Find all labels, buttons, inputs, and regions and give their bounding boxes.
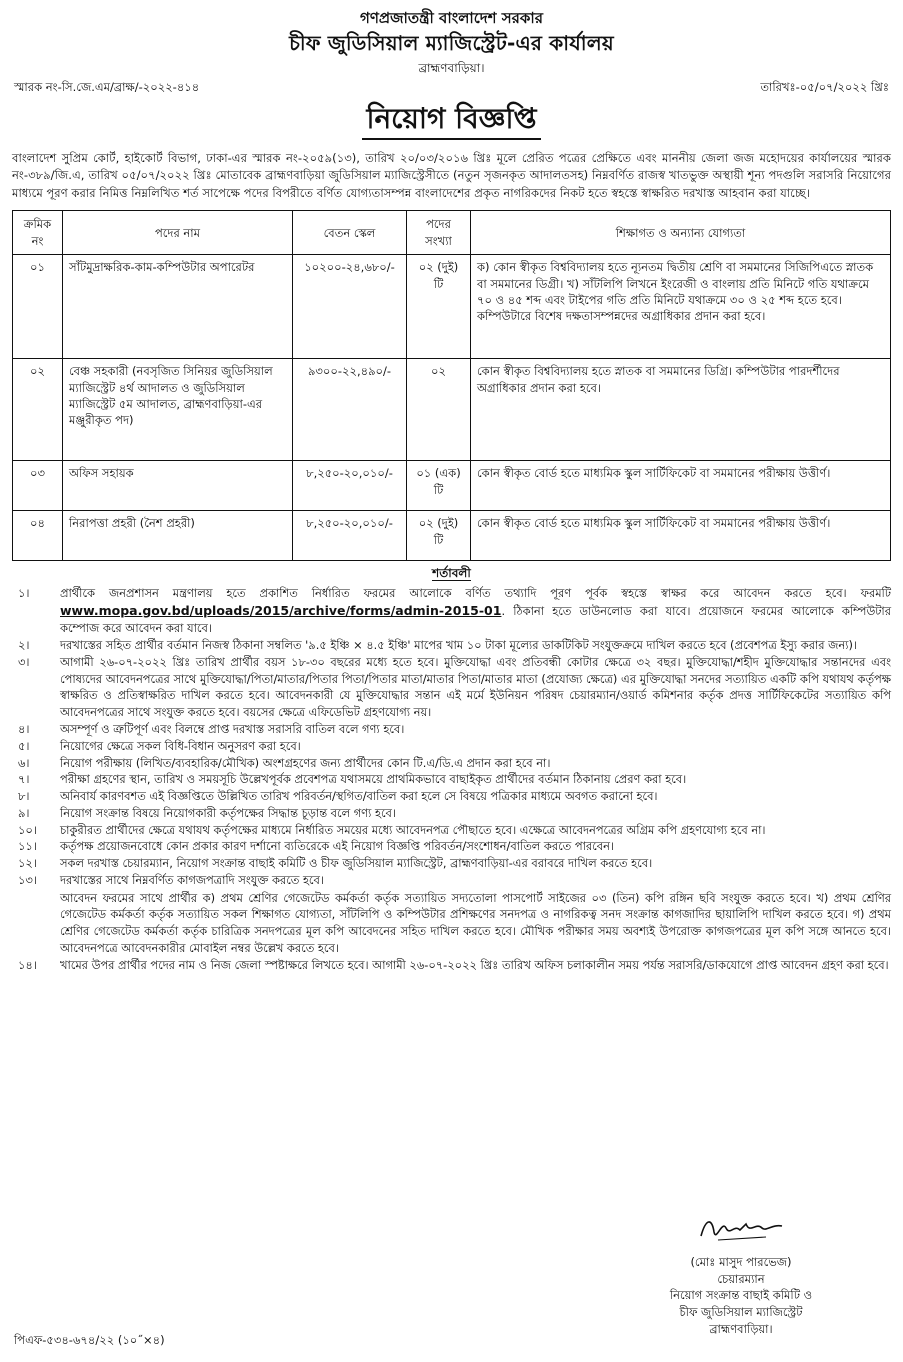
- row-qualification: কোন স্বীকৃত বোর্ড হতে মাধ্যমিক স্কুল সার্টিফিকেট বা সমমানের পরীক্ষায় উত্তীর্ণ।: [471, 511, 891, 561]
- signatory-name: (মোঃ মাসুদ পারভেজ): [690, 1255, 792, 1269]
- conditions-list: [12, 585, 891, 973]
- row-count: ০১ (এক) টি: [407, 461, 471, 511]
- memo-number: স্মারক নং-সি.জে.এম/ব্রাক্ষ/-২০২২-৪১৪: [14, 79, 200, 94]
- condition-item: [12, 585, 891, 637]
- condition-number: ১২।: [18, 856, 37, 871]
- condition-text: [60, 872, 891, 957]
- condition-text: [60, 585, 891, 637]
- signatory-designation: চেয়ারম্যান: [717, 1271, 765, 1286]
- header-count: পদের সংখ্যা: [407, 211, 471, 255]
- condition-item: [12, 788, 891, 805]
- row-serial: ০৩: [13, 461, 63, 511]
- letterhead: [12, 8, 891, 77]
- condition-item: [12, 721, 891, 738]
- header-scale: বেতন স্কেল: [293, 211, 407, 255]
- condition-subtext: আবেদন ফরমের সাথে প্রার্থীর ক) প্রথম শ্রেণির গেজেটেড কর্মকর্তা কর্তৃক সত্যায়িত সদ্যতোলা পাসপোর্ট সাইজের ০৩ (তিন) কপি রঙ্গিন ছবি সংযুক্ত করতে হবে। খ) প্রথম শ্রেণির গেজেটেড কর্মকর্তা কর্তৃক সত্যায়িত সকল শিক্ষাগত যোগ্যতা, সাঁটলিপি ও কম্পিউটার প্রশিক্ষণের সনদপত্র ও নাগরিকত্ব সনদ সংক্রান্ত কাগজাদির ছায়ালিপি দাখিল করতে হবে। গ) প্রথম শ্রেণির গেজেটেড কর্মকর্তা কর্তৃক চারিত্রিক সনদপত্রের মূল কপি আবেদনের সহিত দাখিল করতে হবে। মৌখিক পরীক্ষার সময় অবশ্যই উপরোক্ত কাগজপত্রের মূল কপি সঙ্গে আনতে হবে। আবেদনপত্রে আবেদনকারীর মোবাইল নম্বর উল্লেখ করতে হবে।: [60, 890, 891, 955]
- row-post: নিরাপত্তা প্রহরী (নৈশ প্রহরী): [63, 511, 293, 561]
- row-serial: ০২: [13, 359, 63, 461]
- condition-item: [12, 838, 891, 855]
- conditions-heading: [12, 565, 891, 582]
- condition-text: কর্তৃপক্ষ প্রয়োজনবোধে কোন প্রকার কারণ দর্শানো ব্যতিরেকে এই নিয়োগ বিজ্ঞপ্তি পরিবর্তন/সংশোধন/বাতিল করতে পারবেন।: [60, 839, 614, 854]
- signatory-office: চীফ জুডিসিয়াল ম্যাজিস্ট্রেট: [679, 1305, 803, 1320]
- condition-text: চাকুরীরত প্রার্থীদের ক্ষেত্রে যথাযথ কর্তৃপক্ষের মাধ্যমে নির্ধারিত সময়ের মধ্যে আবেদনপত্র পৌছাতে হবে। এক্ষেত্রে আবেদনপত্রের অগ্রিম কপি গ্রহণযোগ্য হবে না।: [60, 822, 766, 837]
- condition-number: ১।: [18, 586, 30, 601]
- print-code: পিএফ-৫৩৪-৬৭৪/২২ (১০˝×৪): [14, 1333, 165, 1347]
- condition-item: [12, 738, 891, 755]
- conditions-title: শর্তাবলী: [432, 566, 471, 581]
- notice-title-wrap: [12, 101, 891, 140]
- header-serial: ক্রমিক নং: [13, 211, 63, 255]
- condition-text: পরীক্ষা গ্রহণের স্থান, তারিখ ও সময়সূচি উল্লেখপূর্বক প্রবেশপত্র যথাসময়ে প্রাথমিকভাবে বাছাইকৃত প্রার্থীদের বর্তমান ঠিকানায় প্রেরণ করা হবে।: [60, 772, 687, 787]
- condition-number: ১৩।: [18, 872, 37, 887]
- condition-number: ৭।: [18, 772, 30, 787]
- office-place: ব্রাহ্মণবাড়িয়া।: [418, 60, 485, 75]
- row-qualification: কোন স্বীকৃত বিশ্ববিদ্যালয় হতে স্নাতক বা সমমানের ডিগ্রি। কম্পিউটার পারদর্শীদের অগ্রাধিকার প্রদান করা হবে।: [471, 359, 891, 461]
- condition-text: নিয়োগের ক্ষেত্রে সকল বিধি-বিধান অনুসরণ করা হবে।: [60, 738, 301, 753]
- row-serial: ০৪: [13, 511, 63, 561]
- condition-text-post: . ঠিকানা হতে ডাউনলোড করা যাবে। প্রয়োজনে ফরমের আলোকে কম্পিউটার কম্পোজ করে আবেদন করা যাবে।: [60, 604, 891, 636]
- memo-date: তারিখঃ-০৫/০৭/২০২২ খ্রিঃ: [760, 79, 889, 94]
- row-count: ০২: [407, 359, 471, 461]
- table-row: [13, 461, 891, 511]
- row-count: ০২ (দুই) টি: [407, 511, 471, 561]
- row-serial: ০১: [13, 255, 63, 359]
- condition-text: অসম্পূর্ণ ও ত্রুটিপূর্ণ এবং বিলম্বে প্রাপ্ত দরখাস্ত সরাসরি বাতিল বলে গণ্য হবে।: [60, 721, 405, 736]
- condition-item: [12, 755, 891, 772]
- condition-number: ১১।: [18, 839, 37, 854]
- government-name: গণপ্রজাতন্ত্রী বাংলাদেশ সরকার: [360, 9, 543, 27]
- condition-text: খামের উপর প্রার্থীর পদের নাম ও নিজ জেলা স্পষ্টাক্ষরে লিখতে হবে। আগামী ২৬-০৭-২০২২ খ্রিঃ তারিখ অফিস চলাকালীন সময় পর্যন্ত সরাসরি/ডাকযোগে প্রাপ্ত আবেদন গ্রহণ করা হবে।: [60, 957, 889, 972]
- row-post: বেঞ্চ সহকারী (নবসৃজিত সিনিয়র জুডিসিয়াল ম্যাজিস্ট্রেট ৪র্থ আদালত ও জুডিসিয়াল ম্যাজিস্ট্রেট ৫ম আদালত, ব্রাহ্মণবাড়িয়া-এর মঞ্জুরীকৃত পদ): [63, 359, 293, 461]
- condition-item: [12, 654, 891, 721]
- signatory-place: ব্রাহ্মণবাড়িয়া।: [709, 1321, 773, 1336]
- row-post: অফিস সহায়ক: [63, 461, 293, 511]
- condition-number: ৮।: [18, 789, 30, 804]
- condition-text-main: দরখাস্তের সাথে নিম্নবর্ণিত কাগজপত্রাদি সংযুক্ত করতে হবে।: [60, 872, 324, 887]
- table-row: [13, 359, 891, 461]
- signature-mark: [696, 1210, 786, 1250]
- header-qualification: শিক্ষাগত ও অন্যান্য যোগ্যতা: [471, 211, 891, 255]
- posts-table: [12, 210, 891, 561]
- header-post: পদের নাম: [63, 211, 293, 255]
- condition-number: ৯।: [18, 805, 30, 820]
- condition-text: অনিবার্য কারণবশত এই বিজ্ঞপ্তিতে উল্লিখিত তারিখ পরিবর্তন/স্থগিত/বাতিল করা হলে সে বিষয়ে পত্রিকার মাধ্যমে অবগত করানো হবে।: [60, 789, 658, 804]
- row-count: ০২ (দুই) টি: [407, 255, 471, 359]
- row-post: সাঁটমুদ্রাক্ষরিক-কাম-কম্পিউটার অপারেটর: [63, 255, 293, 359]
- row-scale: ১০২০০-২৪,৬৮০/-: [293, 255, 407, 359]
- row-qualification: ক) কোন স্বীকৃত বিশ্ববিদ্যালয় হতে ন্যূনতম দ্বিতীয় শ্রেণি বা সমমানের সিজিপিএতে স্নাতক বা সমমানের ডিগ্রী। খ) সাঁটলিপি লিখনে ইংরেজী ও বাংলায় প্রতি মিনিটে গতি যথাক্রমে ৭০ ও ৪৫ শব্দ এবং টাইপের গতি প্রতি মিনিটে যথাক্রমে ৩০ ও ২৫ শব্দ হতে হবে। কম্পিউটারে বিশেষ দক্ষতাসম্পন্নদের অগ্রাধিকার প্রদান করা হবে।: [471, 255, 891, 359]
- office-name: চীফ জুডিসিয়াল ম্যাজিস্ট্রেট-এর কার্যালয়: [289, 31, 614, 56]
- condition-text: নিয়োগ সংক্রান্ত বিষয়ে নিয়োগকারী কর্তৃপক্ষের সিদ্ধান্ত চূড়ান্ত বলে গণ্য হবে।: [60, 805, 396, 820]
- condition-text: সকল দরখাস্ত চেয়ারম্যান, নিয়োগ সংক্রান্ত বাছাই কমিটি ও চীফ জুডিসিয়াল ম্যাজিস্ট্রেট, ব্রাহ্মণবাড়িয়া-এর বরাবরে দাখিল করতে হবে।: [60, 856, 653, 871]
- condition-number: ১০।: [18, 822, 37, 837]
- form-download-link[interactable]: www.mopa.gov.bd/uploads/2015/archive/forms/admin-2015-01: [60, 603, 502, 619]
- condition-item: [12, 957, 891, 974]
- row-scale: ৮,২৫০-২০,০১০/-: [293, 511, 407, 561]
- condition-item: [12, 771, 891, 788]
- row-scale: ৯৩০০-২২,৪৯০/-: [293, 359, 407, 461]
- condition-number: ৩।: [18, 654, 30, 669]
- condition-number: ২।: [18, 638, 30, 653]
- condition-number: ১৪।: [18, 957, 37, 972]
- row-qualification: কোন স্বীকৃত বোর্ড হতে মাধ্যমিক স্কুল সার্টিফিকেট বা সমমানের পরীক্ষায় উত্তীর্ণ।: [471, 461, 891, 511]
- table-header-row: [13, 211, 891, 255]
- notice-title: নিয়োগ বিজ্ঞপ্তি: [362, 101, 540, 140]
- condition-item: [12, 872, 891, 957]
- row-scale: ৮,২৫০-২০,০১০/-: [293, 461, 407, 511]
- table-row: [13, 511, 891, 561]
- condition-text: আগামী ২৬-০৭-২০২২ খ্রিঃ তারিখ প্রার্থীর বয়স ১৮-৩০ বছরের মধ্যে হতে হবে। মুক্তিযোদ্ধা এবং প্রতিবন্ধী কোটার ক্ষেত্রে ৩২ বছর। মুক্তিযোদ্ধা/শহীদ মুক্তিযোদ্ধার সন্তানদের এবং পোষ্যদের আবেদনপত্রের সাথে মুক্তিযোদ্ধা/পিতা/মাতার/পিতার পিতা/পিতার মাতা/মাতার পিতা/মাতার মাতা (প্রযোজ্য ক্ষেত্রে) এর মুক্তিযোদ্ধা সনদের সত্যায়িত একটি কপি যথাযথ কর্তৃপক্ষ স্বাক্ষরিত ও প্রতিস্বাক্ষরিত দাখিল করতে হবে। আবেদনকারী যে মুক্তিযোদ্ধার সন্তান এই মর্মে ইউনিয়ন পরিষদ চেয়ারম্যান/ওয়ার্ড কমিশনার কর্তৃক প্রদত্ত সার্টিফিকেটের সত্যায়িত কপি আবেদনপত্রের সাথে সংযুক্ত করতে হবে। বয়সের ক্ষেত্রে এফিডেভিট গ্রহণযোগ্য নয়।: [60, 654, 891, 720]
- table-row: [13, 255, 891, 359]
- reference-row: [12, 79, 891, 95]
- condition-number: ৫।: [18, 738, 30, 753]
- condition-item: [12, 805, 891, 822]
- condition-number: ৬।: [18, 755, 30, 770]
- intro-paragraph: বাংলাদেশ সুপ্রিম কোর্ট, হাইকোর্ট বিভাগ, ঢাকা-এর স্মারক নং-২০৫৯(১৩), তারিখ ২০/০৩/২০১৬ খ্রিঃ মূলে প্রেরিত পত্রের প্রেক্ষিতে এবং মাননীয় জেলা জজ মহোদয়ের কার্যালয়ের স্মারক নং-৩৮৯/জি.এ, তারিখ ০৫/০৭/২০২২ খ্রিঃ মোতাবেক ব্রাহ্মণবাড়িয়া জুডিসিয়াল ম্যাজিস্ট্রেসীতে (নতুন সৃজনকৃত আদালতসহ) নিম্নবর্ণিত রাজস্ব খাতভুক্ত অস্থায়ী শূন্য পদগুলি সরাসরি নিয়োগের মাধ্যমে পূরণ করার নিমিত্ত নিম্নলিখিত শর্ত সাপেক্ষে পদের বিপরীতে বর্ণিত যোগ্যতাসম্পন্ন বাংলাদেশের প্রকৃত নাগরিকদের নিকট হতে স্বহস্তে স্বাক্ষরিত দরখাস্ত আহবান করা যাচ্ছে।: [12, 151, 891, 200]
- signature-block: [621, 1210, 861, 1337]
- condition-item: [12, 822, 891, 839]
- condition-item: [12, 637, 891, 654]
- condition-text: দরখাস্তের সহিত প্রার্থীর বর্তমান নিজস্ব ঠিকানা সম্বলিত '৯.৫ ইঞ্চি × ৪.৫ ইঞ্চি' মাপের খাম ১০ টাকা মূল্যের ডাকটিকিট সংযুক্তক্রমে দাখিল করতে হবে (প্রবেশপত্র ইস্যু করার জন্য)।: [60, 638, 857, 653]
- condition-text-pre: প্রার্থীকে জনপ্রশাসন মন্ত্রণালয় হতে প্রকাশিত নির্ধারিত ফরমের আলোকে বর্ণিত তথ্যাদি পূরণ পূর্বক স্বহস্তে স্বাক্ষর করে আবেদন করতে হবে। ফরমটি: [60, 586, 891, 601]
- condition-number: ৪।: [18, 721, 30, 736]
- condition-text: নিয়োগ পরীক্ষায় (লিখিত/ব্যবহারিক/মৌখিক) অংশগ্রহণের জন্য প্রার্থীদের কোন টি.এ/ডি.এ প্রদান করা হবে না।: [60, 755, 551, 770]
- signatory-committee: নিয়োগ সংক্রান্ত বাছাই কমিটি ও: [669, 1288, 813, 1303]
- condition-item: [12, 855, 891, 872]
